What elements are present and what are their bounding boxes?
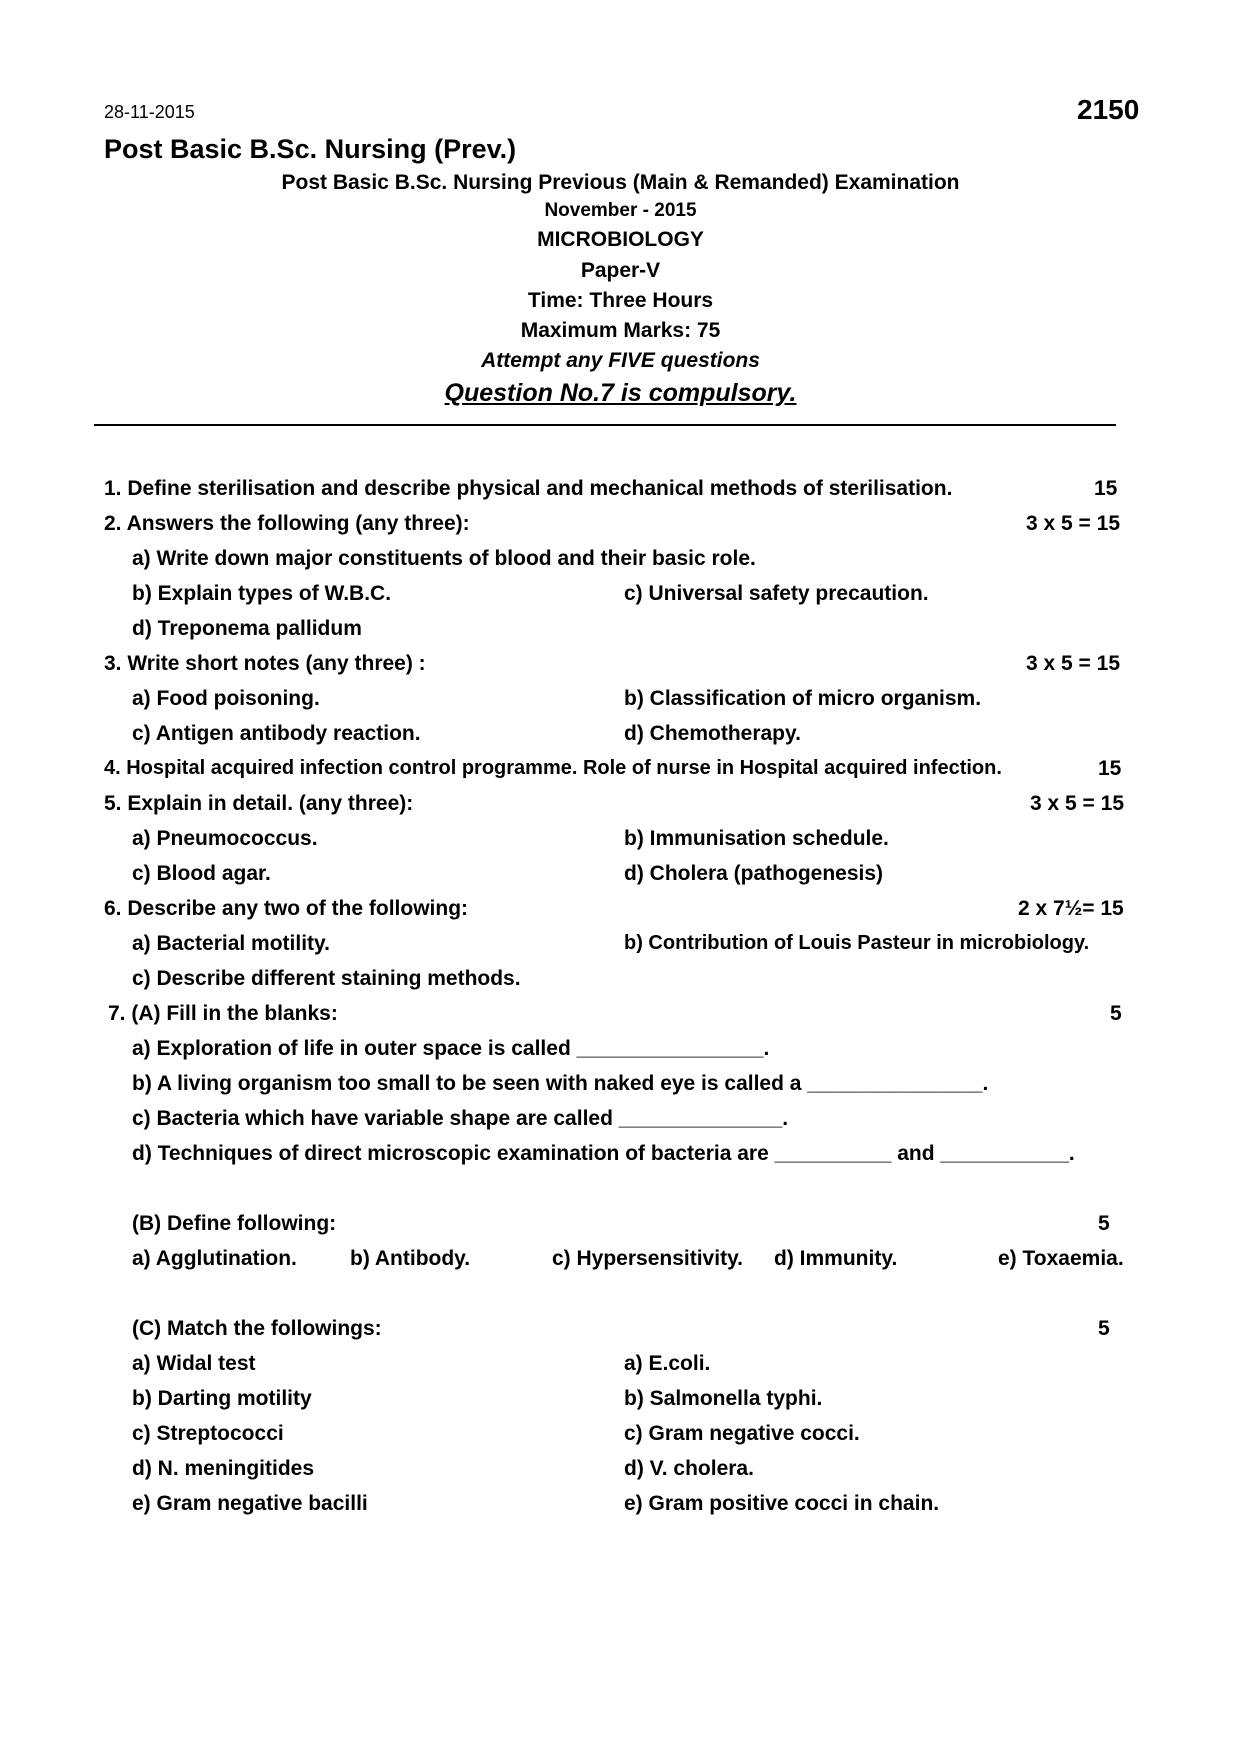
question-5-marks: 3 x 5 = 15 (1030, 792, 1124, 815)
question-4: 4. Hospital acquired infection control programme. Role of nurse in Hospital acquired infection. (104, 757, 1002, 779)
question-3b: b) Classification of micro organism. (624, 687, 982, 710)
match-left-d: d) N. meningitides (132, 1457, 315, 1480)
question-2c: c) Universal safety precaution. (624, 582, 929, 605)
fill-blank-b: b) A living organism too small to be seen with naked eye is called a _______________. (132, 1072, 989, 1095)
question-5: 5. Explain in detail. (any three): (104, 792, 414, 815)
fill-blank-a: a) Exploration of life in outer space is called ________________. (132, 1037, 770, 1060)
match-left-b: b) Darting motility (132, 1387, 312, 1410)
exam-session: November - 2015 (544, 200, 697, 221)
question-5b: b) Immunisation schedule. (624, 827, 889, 850)
question-1-marks: 15 (1094, 477, 1118, 500)
question-3a: a) Food poisoning. (132, 687, 320, 710)
define-c: c) Hypersensitivity. (552, 1247, 744, 1270)
question-2: 2. Answers the following (any three): (104, 512, 470, 535)
question-3c: c) Antigen antibody reaction. (132, 722, 421, 745)
question-3-marks: 3 x 5 = 15 (1026, 652, 1120, 675)
question-7c-marks: 5 (1098, 1317, 1110, 1340)
question-2b: b) Explain types of W.B.C. (132, 582, 392, 605)
instruction: Attempt any FIVE questions (481, 349, 760, 372)
time-allowed: Time: Three Hours (527, 289, 714, 312)
compulsory-note: Question No.7 is compulsory. (444, 379, 797, 407)
maximum-marks: Maximum Marks: 75 (520, 319, 721, 342)
question-6: 6. Describe any two of the following: (104, 897, 469, 920)
question-3d: d) Chemotherapy. (624, 722, 801, 745)
question-5d: d) Cholera (pathogenesis) (624, 862, 884, 885)
course-title: Post Basic B.Sc. Nursing (Prev.) (104, 134, 517, 164)
match-left-c: c) Streptococci (132, 1422, 284, 1445)
define-b: b) Antibody. (350, 1247, 471, 1270)
match-left-a: a) Widal test (132, 1352, 256, 1375)
question-6a: a) Bacterial motility. (132, 932, 331, 955)
fill-blank-c: c) Bacteria which have variable shape are called ______________. (132, 1107, 789, 1130)
exam-date: 28-11-2015 (104, 102, 195, 122)
match-right-d: d) V. cholera. (624, 1457, 754, 1480)
subject-title: MICROBIOLOGY (537, 228, 704, 251)
question-2-marks: 3 x 5 = 15 (1026, 512, 1120, 535)
question-3: 3. Write short notes (any three) : (104, 652, 426, 675)
question-2a: a) Write down major constituents of blood and their basic role. (132, 547, 756, 570)
define-d: d) Immunity. (774, 1247, 898, 1270)
define-e: e) Toxaemia. (998, 1247, 1124, 1270)
header-divider (94, 424, 1116, 426)
question-7b-title: (B) Define following: (132, 1212, 337, 1235)
question-7c-title: (C) Match the followings: (132, 1317, 382, 1340)
match-left-e: e) Gram negative bacilli (132, 1492, 368, 1515)
question-7b-marks: 5 (1098, 1212, 1110, 1235)
question-6b: b) Contribution of Louis Pasteur in microbiology. (624, 932, 1090, 954)
match-right-a: a) E.coli. (624, 1352, 711, 1375)
question-1: 1. Define sterilisation and describe physical and mechanical methods of sterilisation. (104, 477, 953, 500)
match-right-b: b) Salmonella typhi. (624, 1387, 823, 1410)
exam-name: Post Basic B.Sc. Nursing Previous (Main & Remanded) Examination (281, 171, 960, 194)
match-right-e: e) Gram positive cocci in chain. (624, 1492, 940, 1515)
question-7a-marks: 5 (1110, 1002, 1122, 1025)
match-right-c: c) Gram negative cocci. (624, 1422, 860, 1445)
paper-code: 2150 (1077, 94, 1140, 125)
define-a: a) Agglutination. (132, 1247, 297, 1270)
question-4-marks: 15 (1098, 757, 1122, 780)
question-2d: d) Treponema pallidum (132, 617, 362, 640)
question-5c: c) Blood agar. (132, 862, 271, 885)
fill-blank-d: d) Techniques of direct microscopic examination of bacteria are __________ and ___________. (132, 1142, 1075, 1165)
question-5a: a) Pneumococcus. (132, 827, 318, 850)
question-6c: c) Describe different staining methods. (132, 967, 521, 990)
question-6-marks: 2 x 7½= 15 (1018, 897, 1124, 920)
question-7a-title: 7. (A) Fill in the blanks: (108, 1002, 338, 1025)
paper-number: Paper-V (580, 259, 661, 282)
